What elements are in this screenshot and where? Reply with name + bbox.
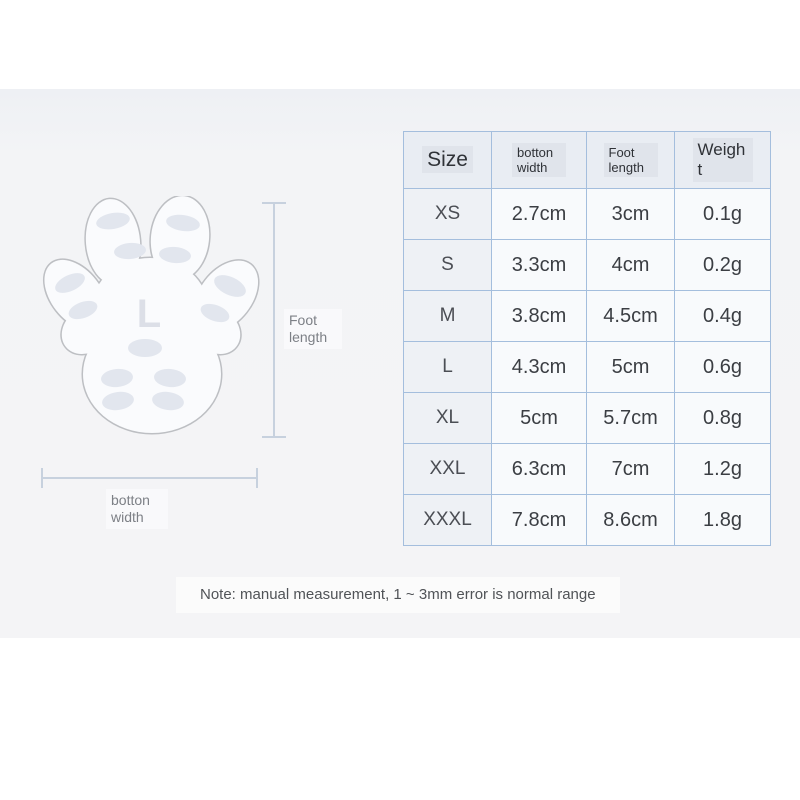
table-row: [404, 444, 771, 495]
cell-width: 5cm: [492, 393, 587, 444]
cell-length: 7cm: [587, 444, 675, 495]
header-bottom-width: botton width: [492, 132, 587, 189]
cell-weight: 0.4g: [675, 291, 771, 342]
cell-size: XS: [404, 189, 492, 240]
cell-size: S: [404, 240, 492, 291]
foot-length-label: Foot length: [284, 309, 342, 349]
foot-length-line: [273, 203, 275, 436]
cell-width: 3.8cm: [492, 291, 587, 342]
cell-width: 7.8cm: [492, 495, 587, 546]
cell-length: 4.5cm: [587, 291, 675, 342]
cell-size: XXL: [404, 444, 492, 495]
header-size: Size: [404, 132, 492, 189]
cell-width: 2.7cm: [492, 189, 587, 240]
cell-weight: 0.2g: [675, 240, 771, 291]
paw-diagram: [40, 196, 264, 438]
foot-length-line-bottom-cap: [262, 436, 286, 438]
bottom-width-line: [41, 477, 257, 479]
cell-length: 4cm: [587, 240, 675, 291]
cell-weight: 1.2g: [675, 444, 771, 495]
cell-weight: 0.1g: [675, 189, 771, 240]
cell-size: XXXL: [404, 495, 492, 546]
table-row: [404, 291, 771, 342]
cell-weight: 0.6g: [675, 342, 771, 393]
table-row: [404, 495, 771, 546]
cell-size: XL: [404, 393, 492, 444]
cell-width: 6.3cm: [492, 444, 587, 495]
table-row: [404, 393, 771, 444]
cell-weight: 0.8g: [675, 393, 771, 444]
size-table-header-row: [404, 132, 771, 189]
cell-length: 5cm: [587, 342, 675, 393]
cell-width: 4.3cm: [492, 342, 587, 393]
content-band: [0, 89, 800, 638]
paw-size-letter: L: [136, 292, 162, 336]
cell-length: 5.7cm: [587, 393, 675, 444]
bottom-width-line-right-cap: [256, 468, 258, 488]
bottom-width-label: botton width: [106, 489, 168, 529]
measurement-note: Note: manual measurement, 1 ~ 3mm error is normal range: [176, 577, 620, 613]
table-row: [404, 240, 771, 291]
table-row: [404, 342, 771, 393]
cell-size: M: [404, 291, 492, 342]
header-weight: Weight: [675, 132, 771, 189]
header-foot-length: Foot length: [587, 132, 675, 189]
cell-width: 3.3cm: [492, 240, 587, 291]
cell-length: 3cm: [587, 189, 675, 240]
cell-weight: 1.8g: [675, 495, 771, 546]
table-row: [404, 189, 771, 240]
cell-size: L: [404, 342, 492, 393]
cell-length: 8.6cm: [587, 495, 675, 546]
size-table: [403, 131, 771, 546]
